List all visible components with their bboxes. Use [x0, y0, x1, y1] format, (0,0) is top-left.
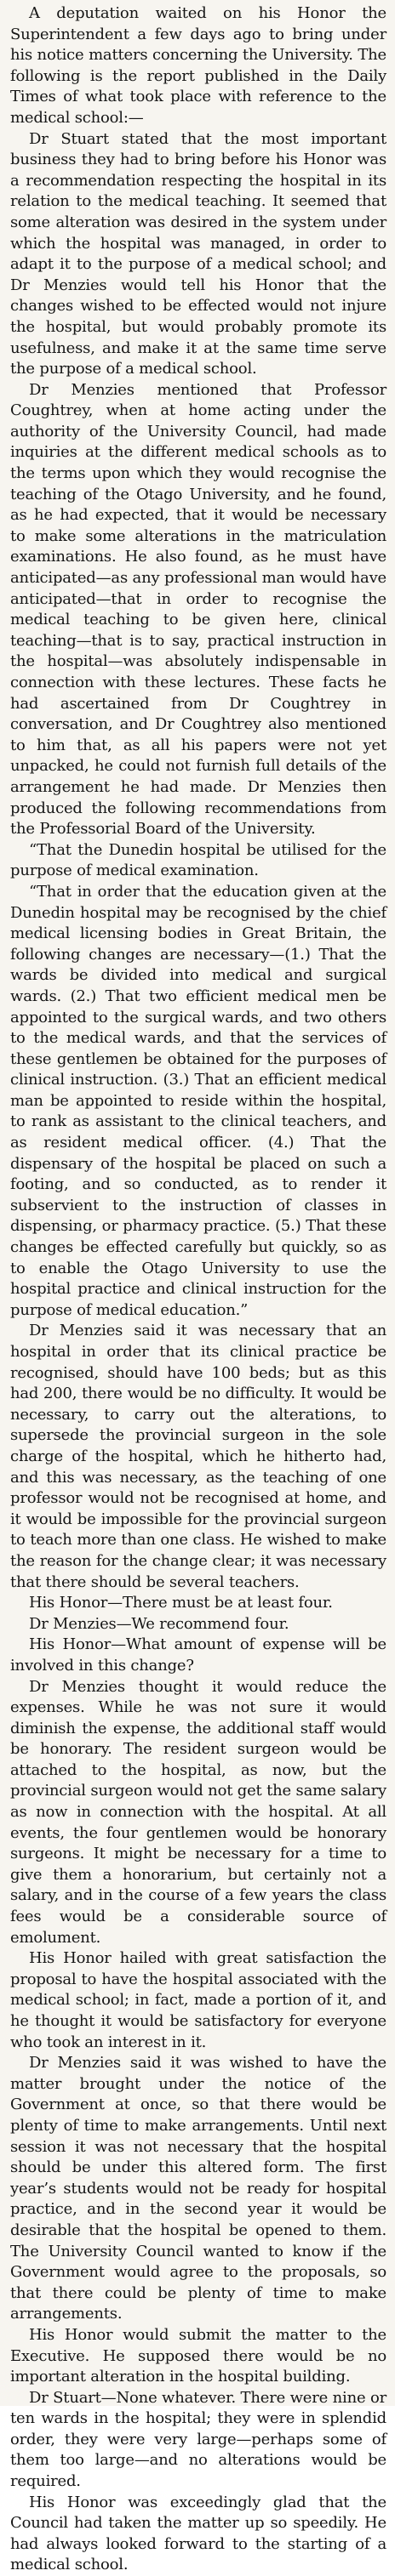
paragraph-menzies-expenses: Dr Menzies thought it would reduce the expenses. While he was not sure it would diminish the expense, the additional staff would be honorary. The resident surgeon would be attached to the hospital, as now, but the provincial surgeon would not get the same salary as now in connection with the hospital. At all events, the four gentlemen would be honorary surgeons. It might be necessary for a time to give them a honorarium, but certainly not a salary, and in the course of a few years the class fees would be a considerable source of emolument.	[10, 1677, 386, 1947]
paragraph-honor-glad: His Honor was exceedingly glad that the Council had taken the matter up so speedily. He had always looked forward to the starting of a medical school.	[10, 2493, 386, 2574]
paragraph-intro: A deputation waited on his Honor the Superintendent a few days ago to bring under his notice matters concerning the University. The following is the report published in the Daily Times of what took place with reference to the medical school:—	[10, 4, 386, 127]
paragraph-recommendation-one: “That the Dunedin hospital be utilised for the purpose of medical examination.	[10, 840, 386, 880]
paragraph-recommendation-two: “That in order that the education given at the Dunedin hospital may be recognised by the chief medical licensing bodies in Great Britain, the following changes are necessary—(1.) That the wards be divided into medical and surgical wards. (2.) That two efficient medical men be appointed to the surgical wards, and two others to the medical wards, and that the services of these gentlemen be obtained for the purposes of clinical instruction. (3.) That an efficient medical man be appointed to reside within the hospital, to rank as assistant to the clinical teachers, and as resident medical officer. (4.) That the dispensary of the hospital be placed on such a footing, and so conducted, as to render it subservient to the instruction of classes in dispensing, or pharmacy practice. (5.) That these changes be effected carefully but quickly, so as to enable the Otago University to use the hospital practice and clinical instruction for the purpose of medical education.”	[10, 882, 386, 1319]
paragraph-stuart-statement: Dr Stuart stated that the most important business they had to bring before his Honor was a recommendation respecting the hospital in its relation to the medical teaching. It seemed that some alteration was desired in the system under which the hospital was managed, in order to adapt it to the purpose of a medical school; and Dr Menzies would tell his Honor that the changes wished to be effected would not injure the hospital, but would probably promote its usefulness, and make it at the same time serve the purpose of a medical school.	[10, 129, 386, 378]
paragraph-stuart-wards: Dr Stuart—None whatever. There were nine or ten wards in the hospital; they were in splendid order, they were very large—perhaps some of them too large—and no alterations would be required.	[10, 2388, 386, 2491]
paragraph-menzies-coughtrey: Dr Menzies mentioned that Professor Coughtrey, when at home acting under the authority of the University Council, had made inquiries at the different medical schools as to the terms upon which they would recognise the teaching of the Otago University, and he found, as he had expected, that it would be necessary to make some alterations in the matriculation examinations. He also found, as he must have anticipated—as any professional man would have anticipated—that in order to recognise the medical teaching to be given here, clinical teaching—that is to say, practical instruction in the hospital—was absolutely indispensable in connection with these lectures. These facts he had ascertained from Dr Coughtrey in conversation, and Dr Coughtrey also mentioned to him that, as all his papers were not yet unpacked, he could not furnish full details of the arrangement he had made. Dr Menzies then produced the following recommendations from the Professorial Board of the University.	[10, 380, 386, 839]
paragraph-menzies-government: Dr Menzies said it was wished to have the matter brought under the notice of the Government at once, so that there would be plenty of time to make arrangements. Until next session it was not necessary that the hospital should be under this altered form. The first year’s students would not be ready for hospital practice, and in the second year it would be desirable that the hospital be opened to them. The University Council wanted to know if the Government would agree to the proposals, so that there could be plenty of time to make arrangements.	[10, 2054, 386, 2323]
paragraph-menzies-beds: Dr Menzies said it was necessary that an hospital in order that its clinical practice be recognised, should have 100 beds; but as this had 200, there would be no difficulty. It would be necessary, to carry out the alterations, to supersede the provincial surgeon in the sole charge of the hospital, which he hitherto had, and this was necessary, as the teaching of one professor would not be recognised at home, and it would be impossible for the provincial surgeon to teach more than one class. He wished to make the reason for the change clear; it was necessary that there should be several teachers.	[10, 1322, 386, 1591]
paragraph-honor-satisfaction: His Honor hailed with great satisfaction the proposal to have the hospital associated with the medical school; in fact, made a portion of it, and he thought it would be satisfactory for everyone who took an interest in it.	[10, 1949, 386, 2051]
paragraph-honor-four: His Honor—There must be at least four.	[29, 1594, 333, 1612]
paragraph-honor-expense: His Honor—What amount of expense will be involved in this change?	[10, 1635, 386, 1675]
paragraph-menzies-recommend: Dr Menzies—We recommend four.	[29, 1614, 289, 1633]
paragraph-honor-executive: His Honor would submit the matter to the Executive. He supposed there would be no important alteration in the hospital building.	[10, 2325, 386, 2386]
